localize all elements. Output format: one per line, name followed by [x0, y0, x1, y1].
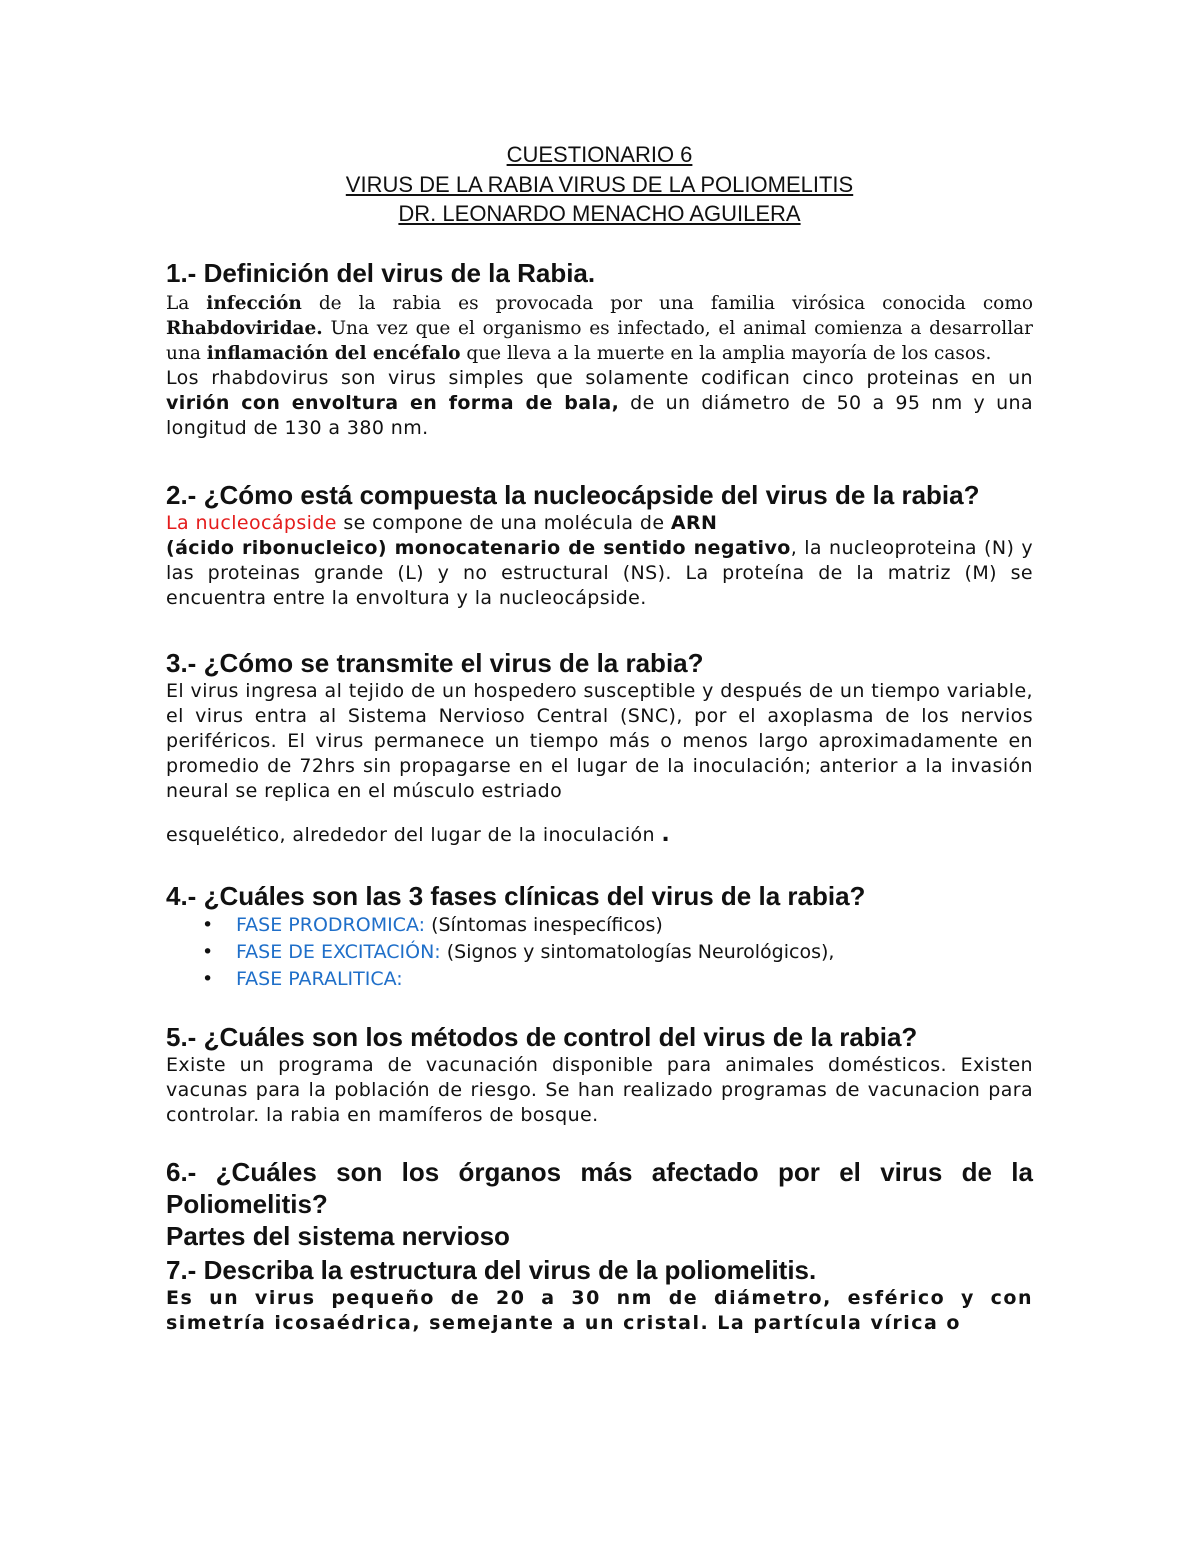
phase-text: (Síntomas inespecíficos) [425, 913, 663, 936]
text-run: se compone de una molécula de [336, 511, 671, 534]
list-item [202, 939, 1033, 966]
text-run: que lleva a la muerte en la amplia mayoría de los casos. [460, 342, 992, 364]
question-3 [166, 647, 1033, 848]
question-1-title: 1.- Definición del virus de la Rabia. [166, 257, 596, 288]
question-3-paragraph-2 [166, 822, 1033, 848]
bold-term-inflamacion: inflamación del encéfalo [206, 342, 461, 364]
header-subtitle: VIRUS DE LA RABIA VIRUS DE LA POLIOMELITIS [345, 171, 854, 197]
bullet-icon: • [202, 913, 214, 936]
bullet-icon: • [202, 940, 214, 963]
text-run: , la nucleoproteina (N) y las proteinas grande (L) y no estructural (NS). La proteína de la matriz (M) se encuentra entre la envoltura y la nucleocápside. [166, 536, 1033, 609]
header-title: CUESTIONARIO 6 [506, 142, 693, 167]
question-6-answer: Partes del sistema nervioso [166, 1220, 510, 1251]
bold-term-rhabdoviridae: Rhabdoviridae. [166, 317, 323, 339]
question-1 [166, 257, 1033, 441]
question-7-title: 7.- Describa la estructura del virus de la poliomelitis. [166, 1254, 817, 1285]
question-7 [166, 1254, 1033, 1336]
question-4-title: 4.- ¿Cuáles son las 3 fases clínicas del virus de la rabia? [166, 880, 866, 911]
question-5-paragraph: Existe un programa de vacunación disponible para animales domésticos. Existen vacunas para la población de riesgo. Se han realizado programas de vacunacion para controlar. la rabia en mamíferos de bosque. [166, 1053, 1033, 1126]
bold-term-virion: virión con envoltura en forma de bala, [166, 391, 620, 414]
list-item [202, 912, 1033, 939]
bullet-icon: • [202, 967, 214, 990]
question-1-paragraph-1 [166, 291, 1033, 366]
phases-list [166, 912, 1033, 993]
text-run: . [661, 821, 671, 847]
phase-label: FASE PRODROMICA: [236, 913, 426, 936]
question-3-paragraph-1: El virus ingresa al tejido de un hospedero susceptible y después de un tiempo variable, el virus entra al Sistema Nervioso Central (SNC), por el axoplasma de los nervios periféricos. El virus permanece un tiempo más o menos largo aproximadamente en promedio de 72hrs sin propagarse en el lugar de la inoculación; anterior a la invasión neural se replica en el músculo estriado [166, 679, 1033, 802]
list-item [202, 966, 1033, 993]
header-author: DR. LEONARDO MENACHO AGUILERA [398, 201, 801, 226]
question-7-paragraph: Es un virus pequeño de 20 a 30 nm de diámetro, esférico y con simetría icosaédrica, semejante a un cristal. La partícula vírica o [166, 1286, 1033, 1334]
text-run: esquelético, alrededor del lugar de la inoculación [166, 823, 655, 846]
question-6 [166, 1156, 1033, 1252]
question-6-title: 6.- ¿Cuáles son los órganos más afectado por el virus de la Poliomelitis? [166, 1156, 1033, 1219]
bold-term-infeccion: infección [206, 292, 302, 314]
phase-text: (Signos y sintomatologías Neurológicos), [440, 940, 835, 963]
question-2-paragraph [166, 511, 1033, 611]
text-run: La [166, 292, 207, 314]
question-5 [166, 1021, 1033, 1128]
text-run: de un diámetro de 50 a 95 nm y una longitud de 130 a 380 nm. [166, 391, 1033, 439]
phase-label: FASE DE EXCITACIÓN: [236, 940, 441, 963]
question-1-paragraph-2 [166, 366, 1033, 441]
document-header [166, 140, 1033, 229]
question-3-title: 3.- ¿Cómo se transmite el virus de la rabia? [166, 647, 704, 678]
question-2 [166, 479, 1033, 611]
question-5-title: 5.- ¿Cuáles son los métodos de control del virus de la rabia? [166, 1021, 918, 1052]
text-run: Una vez que el organismo es infectado, el animal comienza a desarrollar una [166, 317, 1033, 364]
question-2-title: 2.- ¿Cómo está compuesta la nucleocápside del virus de la rabia? [166, 479, 980, 510]
phase-label: FASE PARALITICA: [236, 967, 403, 990]
highlight-nucleocapside: La nucleocápside [166, 511, 337, 534]
text-run: Los rhabdovirus son virus simples que solamente codifican cinco proteinas en un [166, 366, 1033, 389]
text-run: de la rabia es provocada por una familia virósica conocida como [301, 292, 1033, 314]
question-4 [166, 880, 1033, 993]
bold-term-arn: ARN [670, 511, 718, 534]
bold-term-acido: (ácido ribonucleico) monocatenario de sentido negativo [166, 536, 791, 559]
